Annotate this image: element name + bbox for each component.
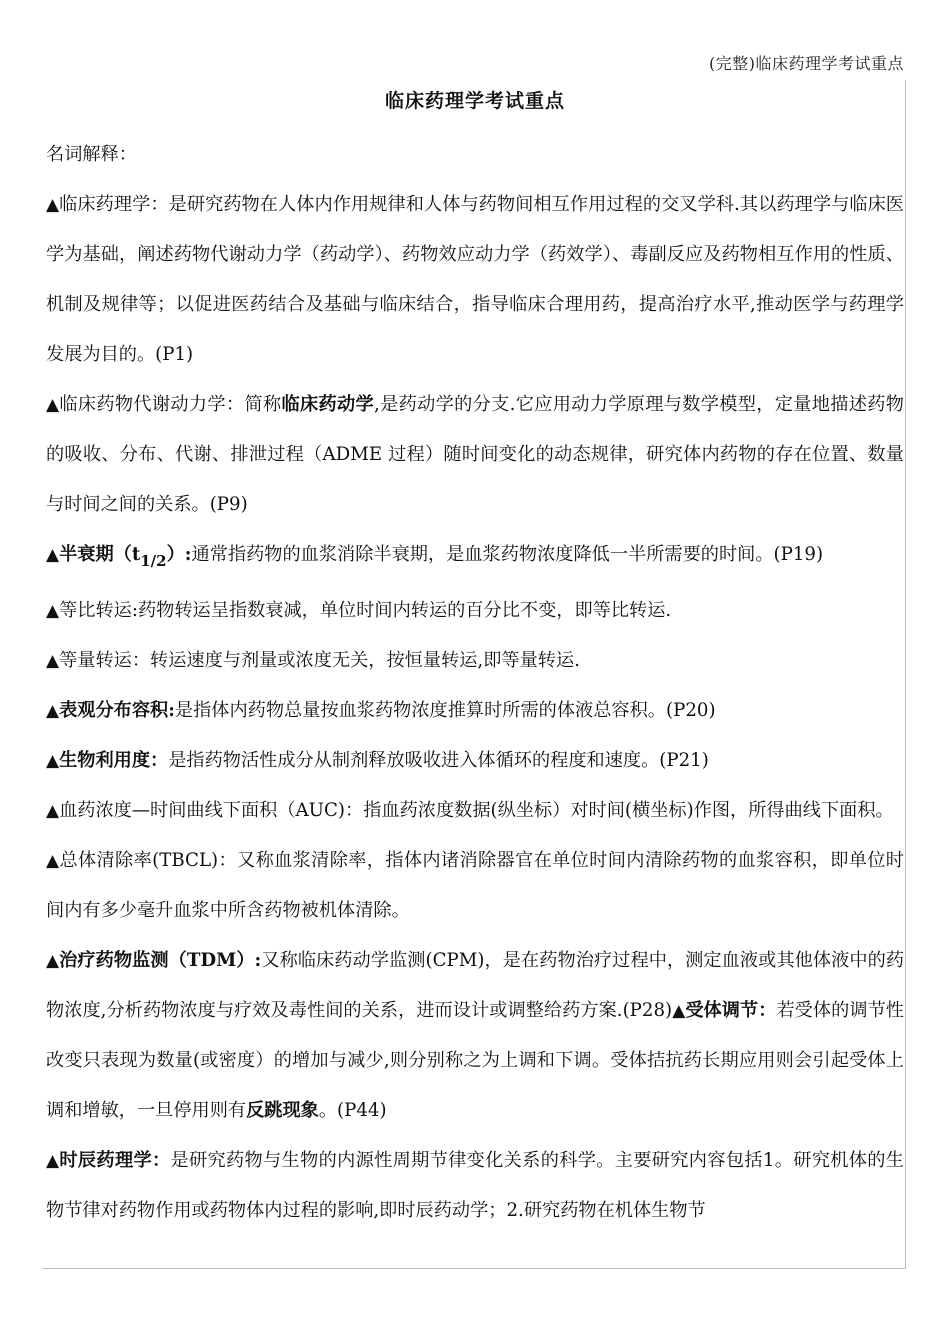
emphasis-term: 临床药动学 [281, 394, 374, 415]
definition-clinical-pharmacology [46, 180, 904, 380]
term: 治疗药物监测（TDM）: [59, 950, 262, 971]
definition-text: 。(P44) [318, 1100, 387, 1121]
emphasis-term: 反跳现象 [246, 1100, 319, 1121]
triangle-bullet-icon: ▲ [46, 751, 60, 771]
triangle-bullet-icon: ▲ [46, 851, 60, 871]
definition-zero-order-transport [46, 636, 904, 686]
triangle-bullet-icon: ▲ [46, 801, 60, 821]
definition-text: ,是药动学的分支.它应用动力学原理与数学模型，定量地描述药物的吸收、分布、代谢、排泄过程（ADME 过程）随时间变化的动态规律，研究体内药物的存在位置、数量与时间之间的关系。(P9) [46, 394, 904, 515]
definition-text: 是研究药物在人体内作用规律和人体与药物间相互作用过程的交叉学科.其以药理学与临床医学为基础，阐述药物代谢动力学（药动学）、药物效应动力学（药效学）、毒副反应及药物相互作用的性质、机制及规律等；以促进医药结合及基础与临床结合，指导临床合理用药，提高治疗水平,推动医学与药理学发展为目的。(P1) [46, 194, 904, 365]
term: 等比转运: [59, 600, 138, 621]
definition-text: 是研究药物与生物的内源性周期节律变化关系的科学。主要研究内容包括1。研究机体的生物节律对药物作用或药物体内过程的影响,即时辰药动学；2.研究药物在机体生物节 [46, 1150, 904, 1221]
triangle-bullet-icon: ▲ [672, 1001, 686, 1021]
definition-text: 是指体内药物总量按血浆药物浓度推算时所需的体液总容积。(P20) [174, 700, 716, 721]
triangle-bullet-icon: ▲ [46, 395, 60, 415]
definition-text: 是指药物活性成分从制剂释放吸收进入体循环的程度和速度。(P21) [168, 750, 709, 771]
triangle-bullet-icon: ▲ [46, 601, 60, 621]
definition-clinical-pharmacokinetics [46, 380, 904, 530]
term: 生物利用度： [59, 750, 169, 771]
term-part: 半衰期（t [59, 544, 141, 565]
definition-auc [46, 786, 904, 836]
section-label: 名词解释： [46, 144, 137, 165]
document-body [46, 130, 904, 1236]
term-part: ）: [166, 544, 192, 565]
definition-text: 又称血浆清除率，指体内诸消除器官在单位时间内清除药物的血浆容积，即单位时间内有多少毫升血浆中所含药物被机体清除。 [46, 850, 904, 921]
triangle-bullet-icon: ▲ [46, 1151, 60, 1171]
running-header: (完整)临床药理学考试重点 [709, 54, 904, 73]
definition-tdm-and-receptor-regulation [46, 936, 904, 1136]
definition-text: 若受体的调节性改变只表现为数量(或密度）的增加与减少,则分别称之为上调和下调。受体拮抗药长期应用则会引起受体上调和增敏，一旦停用则有 [46, 1000, 904, 1121]
definition-text: 简称 [244, 394, 282, 415]
triangle-bullet-icon: ▲ [46, 651, 60, 671]
triangle-bullet-icon: ▲ [46, 701, 60, 721]
triangle-bullet-icon: ▲ [46, 195, 60, 215]
definition-text: 药物转运呈指数衰减，单位时间内转运的百分比不变，即等比转运. [137, 600, 672, 621]
term: 时辰药理学： [59, 1150, 171, 1171]
definition-chronopharmacology [46, 1136, 904, 1236]
definition-text: 指血药浓度数据(纵坐标）对时间(横坐标)作图，所得曲线下面积。 [363, 800, 894, 821]
triangle-bullet-icon: ▲ [46, 951, 60, 971]
term: 临床药理学： [59, 194, 169, 215]
term-subscript: 1/2 [140, 552, 167, 570]
definition-total-clearance [46, 836, 904, 936]
definition-text: 通常指药物的血浆消除半衰期，是血浆药物浓度降低一半所需要的时间。(P19) [191, 544, 824, 565]
term: 受体调节： [685, 1000, 777, 1021]
term: 表观分布容积: [59, 700, 175, 721]
term: 等量转运： [59, 650, 151, 671]
term: 血药浓度—时间曲线下面积（AUC)： [59, 800, 364, 821]
term [59, 544, 192, 570]
term: 总体清除率(TBCL)： [59, 850, 238, 871]
definition-half-life [46, 530, 904, 586]
definition-volume-of-distribution [46, 686, 904, 736]
document-title: 临床药理学考试重点 [384, 90, 565, 112]
definition-bioavailability [46, 736, 904, 786]
triangle-bullet-icon: ▲ [46, 545, 60, 565]
definition-text: 转运速度与剂量或浓度无关，按恒量转运,即等量转运. [150, 650, 580, 671]
definition-first-order-transport [46, 586, 904, 636]
term: 临床药物代谢动力学： [59, 394, 245, 415]
page-border-bottom [42, 1268, 906, 1269]
definition-text: 又称临床药动学监测(CPM)，是在药物治疗过程中，测定血液或其他体液中的药物浓度,分析药物浓度与疗效及毒性间的关系，进而设计或调整给药方案.(P28) [46, 950, 905, 1021]
page-border-right [905, 80, 906, 1268]
